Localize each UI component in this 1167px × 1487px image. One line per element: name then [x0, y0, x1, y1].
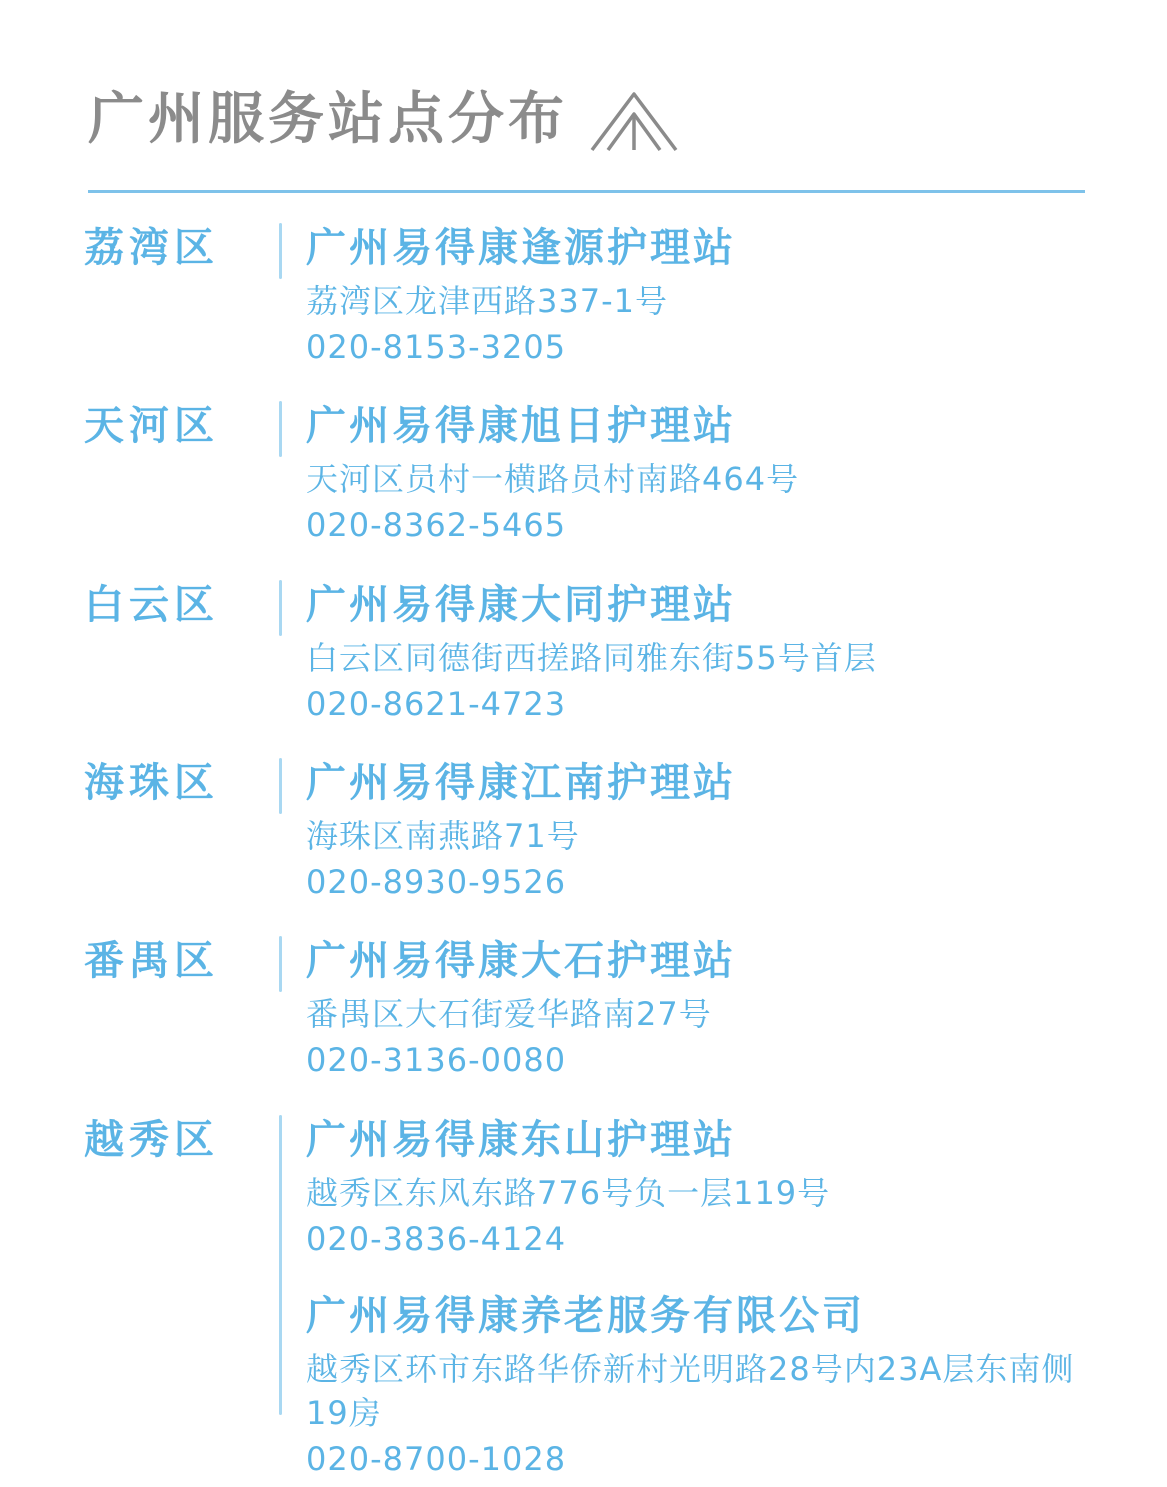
- district-list: [80, 223, 1087, 1487]
- station-address: 白云区同德街西搓路同雅东街55号首层: [306, 638, 877, 677]
- header-divider: [88, 190, 1085, 193]
- station-item: [306, 580, 1087, 726]
- district-name: 越秀区: [84, 1116, 219, 1163]
- station-item: [306, 758, 1087, 904]
- row-divider: [260, 936, 300, 992]
- station-address: 荔湾区龙津西路337-1号: [306, 282, 668, 320]
- station-address: 海珠区南燕路71号: [306, 816, 580, 855]
- station-item: [306, 1115, 1087, 1261]
- station-list: [300, 580, 1087, 732]
- station-phone[interactable]: 020-3836-4124: [306, 1219, 567, 1258]
- district-row: [80, 758, 1087, 910]
- station-phone[interactable]: 020-8362-5465: [306, 506, 567, 545]
- district-name: 番禺区: [84, 938, 219, 985]
- station-phone[interactable]: 020-3136-0080: [306, 1041, 567, 1080]
- station-item: [306, 1291, 1087, 1481]
- station-name: 广州易得康养老服务有限公司: [306, 1292, 865, 1339]
- station-address: 天河区员村一横路员村南路464号: [306, 460, 800, 499]
- header: [80, 0, 1087, 154]
- district-name: 海珠区: [84, 759, 219, 806]
- district-row: [80, 401, 1087, 553]
- station-name: 广州易得康大同护理站: [306, 581, 736, 628]
- row-divider: [260, 580, 300, 636]
- station-list: [300, 223, 1087, 375]
- station-name: 广州易得康逢源护理站: [306, 225, 736, 271]
- station-phone[interactable]: 020-8700-1028: [306, 1440, 567, 1479]
- house-outline-icon: [586, 88, 682, 154]
- row-divider: [260, 1115, 300, 1415]
- station-name: 广州易得康江南护理站: [306, 759, 736, 806]
- station-name: 广州易得康大石护理站: [306, 938, 736, 985]
- station-item: [306, 936, 1087, 1082]
- row-divider: [260, 401, 300, 457]
- row-divider: [260, 758, 300, 814]
- station-item: [306, 401, 1087, 547]
- station-address: 番禺区大石街爱华路南27号: [306, 995, 712, 1034]
- district-row: [80, 1115, 1087, 1487]
- station-phone[interactable]: 020-8621-4723: [306, 684, 567, 723]
- station-list: [300, 1115, 1087, 1487]
- station-name: 广州易得康旭日护理站: [306, 403, 736, 450]
- station-phone[interactable]: 020-8930-9526: [306, 863, 567, 902]
- district-row: [80, 936, 1087, 1088]
- station-address: 越秀区环市东路华侨新村光明路28号内23A层东南侧19房: [306, 1349, 1075, 1433]
- station-list: [300, 758, 1087, 910]
- station-phone[interactable]: 020-8153-3205: [306, 328, 567, 367]
- station-name: 广州易得康东山护理站: [306, 1116, 736, 1163]
- district-row: [80, 223, 1087, 375]
- station-address: 越秀区东风东路776号负一层119号: [306, 1173, 831, 1212]
- district-name: 白云区: [84, 581, 219, 628]
- station-list: [300, 401, 1087, 553]
- district-name: 荔湾区: [84, 225, 219, 271]
- row-divider: [260, 223, 300, 279]
- district-row: [80, 580, 1087, 732]
- station-item: [306, 223, 1087, 369]
- station-list: [300, 936, 1087, 1088]
- district-name: 天河区: [84, 403, 219, 450]
- page-title: 广州服务站点分布: [88, 87, 568, 152]
